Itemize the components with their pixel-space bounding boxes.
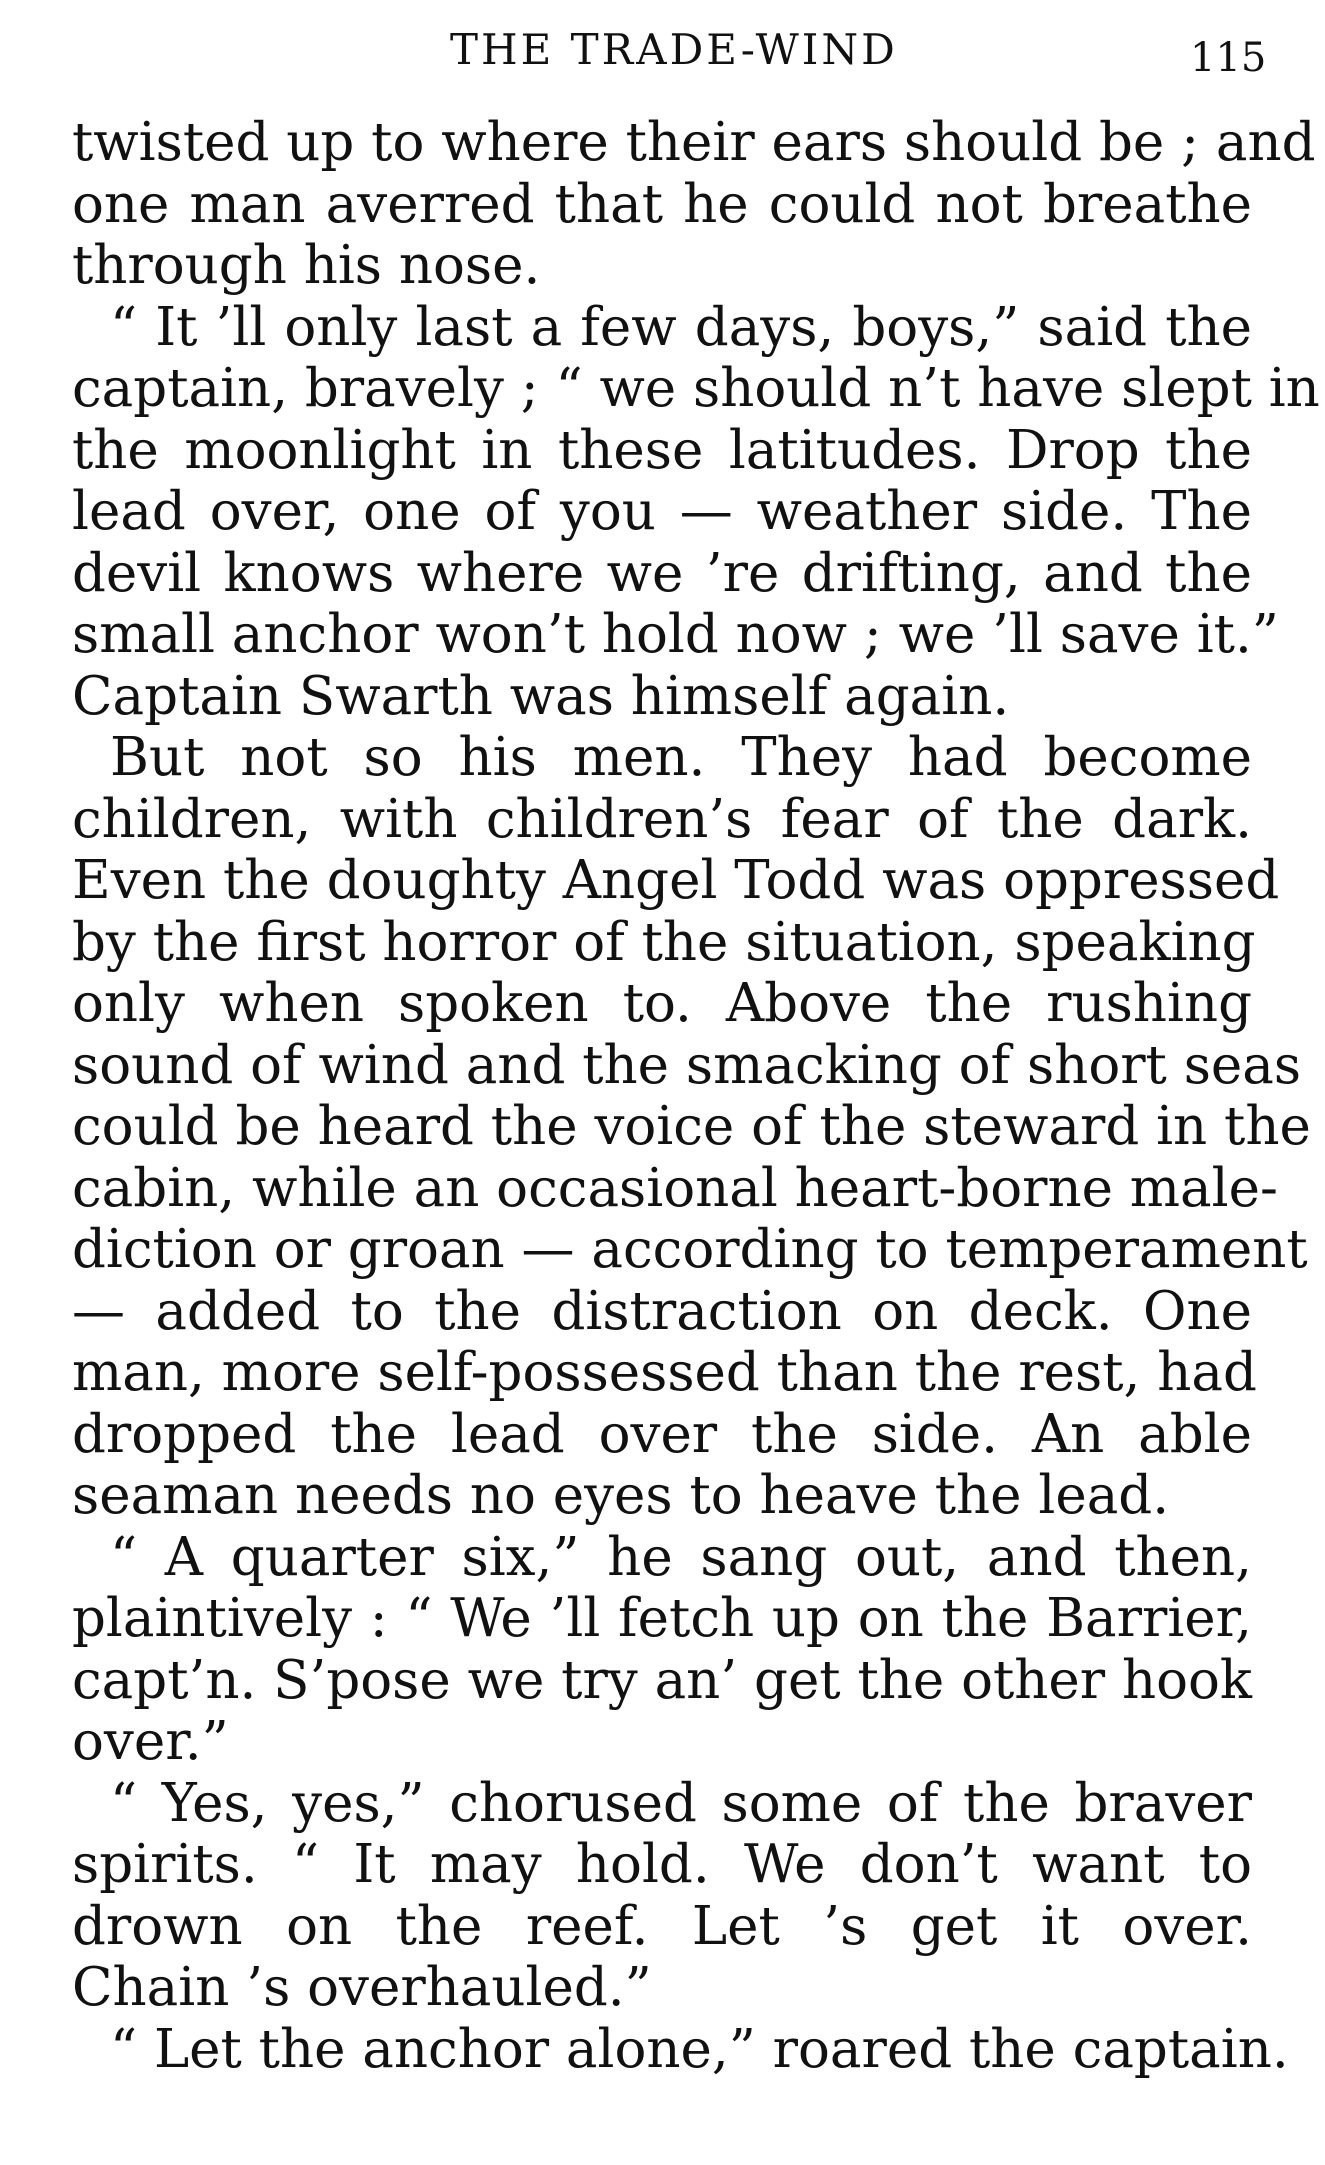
text-line: — added to the distraction on deck. One: [72, 1280, 1252, 1342]
text-line: small anchor won’t hold now ; we ’ll save it.”: [72, 604, 1279, 665]
text-line: “ It ’ll only last a few days, boys,” said the: [110, 296, 1252, 358]
text-line: could be heard the voice of the steward in the: [72, 1096, 1311, 1157]
text-line: sound of wind and the smacking of short seas: [72, 1034, 1302, 1096]
running-head: [0, 20, 1325, 80]
text-line: through his nose.: [72, 235, 541, 296]
text-line: seaman needs no eyes to heave the lead.: [72, 1465, 1170, 1526]
text-line: Captain Swarth was himself again.: [72, 665, 1010, 727]
text-line: “ Yes, yes,” chorused some of the braver: [110, 1772, 1252, 1834]
text-line: captain, bravely ; “ we should n’t have slept in: [72, 358, 1320, 419]
text-line: Chain ’s overhauled.”: [72, 1957, 652, 2018]
text-line: spirits. “ It may hold. We don’t want to: [72, 1834, 1252, 1895]
text-line: dropped the lead over the side. An able: [72, 1403, 1252, 1465]
text-line: twisted up to where their ears should be ; and: [72, 112, 1316, 173]
text-line: Even the doughty Angel Todd was oppressed: [72, 850, 1280, 911]
text-line: lead over, one of you — weather side. The: [72, 481, 1252, 542]
text-line: the moonlight in these latitudes. Drop the: [72, 419, 1252, 481]
text-line: man, more self-possessed than the rest, had: [72, 1342, 1257, 1403]
text-line: But not so his men. They had become: [110, 727, 1252, 788]
text-line: “ A quarter six,” he sang out, and then,: [110, 1526, 1252, 1588]
text-line: only when spoken to. Above the rushing: [72, 973, 1252, 1034]
text-line: one man averred that he could not breathe: [72, 173, 1252, 235]
text-line: plaintively : “ We ’ll fetch up on the Barrier,: [72, 1588, 1252, 1649]
page-number: 115: [1190, 35, 1267, 81]
text-line: over.”: [72, 1711, 229, 1772]
text-line: capt’n. S’pose we try an’ get the other hook: [72, 1649, 1253, 1711]
running-title: THE TRADE-WIND: [450, 25, 898, 74]
text-line: diction or groan — according to temperament: [72, 1219, 1308, 1280]
text-line: drown on the reef. Let ’s get it over.: [72, 1895, 1252, 1957]
text-line: by the first horror of the situation, speaking: [72, 911, 1256, 973]
text-line: “ Let the anchor alone,” roared the captain.: [110, 2018, 1289, 2080]
body-text: [72, 112, 1320, 2080]
text-line: cabin, while an occasional heart-borne male-: [72, 1157, 1278, 1219]
text-line: children, with children’s fear of the dark.: [72, 788, 1252, 850]
text-line: devil knows where we ’re drifting, and the: [72, 542, 1252, 604]
